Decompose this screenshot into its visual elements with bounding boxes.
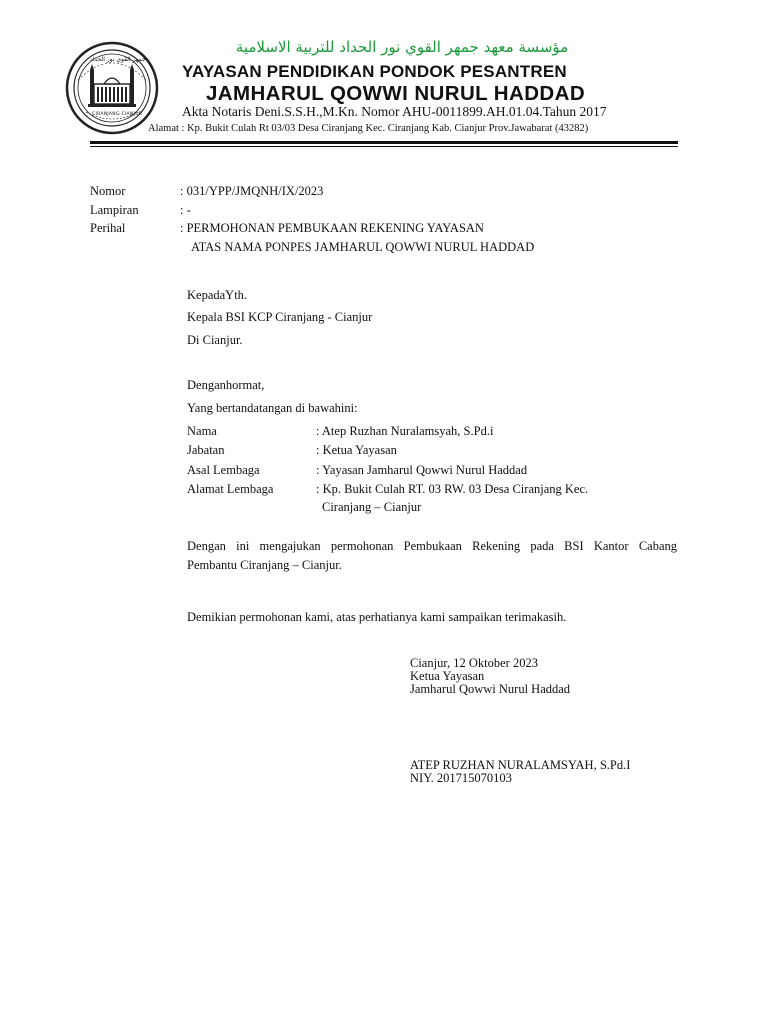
perihal-line1: : PERMOHONAN PEMBUKAAN REKENING YAYASAN (180, 221, 484, 235)
field-label-jabatan: Jabatan (187, 443, 225, 457)
signatory-niy: NIY. 201715070103 (410, 771, 512, 785)
field-value-alamat-lembaga: : Kp. Bukit Culah RT. 03 RW. 03 Desa Ciranjang Kec. (316, 482, 589, 496)
field-label-alamat-lembaga: Alamat Lembaga (187, 482, 274, 496)
closing-line: Demikian permohonan kami, atas perhatianya kami sampaikan terimakasih. (187, 610, 567, 624)
field-label-nama: Nama (187, 424, 217, 438)
paragraph-line2: Pembantu Ciranjang – Cianjur. (187, 558, 342, 572)
arabic-foundation-name: مؤسسة معهد جمهر القوي نور الحداد للتربية الاسلامية (235, 38, 569, 56)
field-label-asal-lembaga: Asal Lembaga (187, 463, 260, 477)
nomor-label: Nomor (90, 184, 126, 198)
signatory-name: ATEP RUZHAN NURALAMSYAH, S.Pd.I (410, 758, 631, 772)
org-name: JAMHARUL QOWWI NURUL HADDAD (206, 82, 586, 105)
nomor-value: : 031/YPP/JMQNH/IX/2023 (180, 184, 324, 198)
field-value-asal-lembaga: : Yayasan Jamharul Qowwi Nurul Haddad (316, 463, 528, 477)
signature-position: Ketua Yayasan (410, 669, 485, 683)
logo-ring-text: CIRANJANG CIANJUR (92, 112, 143, 117)
paragraph-line1: Dengan ini mengajukan permohonan Pembukaan Rekening pada BSI Kantor Cabang (187, 539, 677, 553)
header-divider-thin (90, 146, 678, 147)
field-value-alamat-cont: Ciranjang – Cianjur (322, 500, 422, 514)
header-divider-thick (90, 141, 678, 144)
recipient-line3: Di Cianjur. (187, 333, 243, 347)
address-line: Alamat : Kp. Bukit Culah Rt 03/03 Desa Ciranjang Kec. Ciranjang Kab. Cianjur Prov.Jawabarat (43282) (148, 123, 589, 134)
field-value-jabatan: : Ketua Yayasan (316, 443, 397, 457)
lampiran-label: Lampiran (90, 203, 139, 217)
signature-place-date: Cianjur, 12 Oktober 2023 (410, 656, 538, 670)
perihal-line2: ATAS NAMA PONPES JAMHARUL QOWWI NURUL HADDAD (191, 240, 535, 254)
recipient-line1: KepadaYth. (187, 288, 248, 302)
intro-line: Yang bertandatangan di bawahini: (187, 401, 358, 415)
greeting: Denganhormat, (187, 378, 265, 392)
lampiran-value: : - (180, 203, 191, 217)
recipient-line2: Kepala BSI KCP Ciranjang - Cianjur (187, 310, 373, 324)
logo-arabic-text: جمهر القوي نور الحداد (90, 56, 146, 63)
foundation-logo (64, 40, 160, 136)
org-line: YAYASAN PENDIDIKAN PONDOK PESANTREN (182, 62, 567, 81)
field-value-nama: : Atep Ruzhan Nuralamsyah, S.Pd.i (316, 424, 494, 438)
notary-line: Akta Notaris Deni.S.S.H.,M.Kn. Nomor AHU-0011899.AH.01.04.Tahun 2017 (182, 104, 607, 119)
foundation-logo-svg (64, 40, 160, 136)
perihal-label: Perihal (90, 221, 126, 235)
signature-org: Jamharul Qowwi Nurul Haddad (410, 682, 571, 696)
